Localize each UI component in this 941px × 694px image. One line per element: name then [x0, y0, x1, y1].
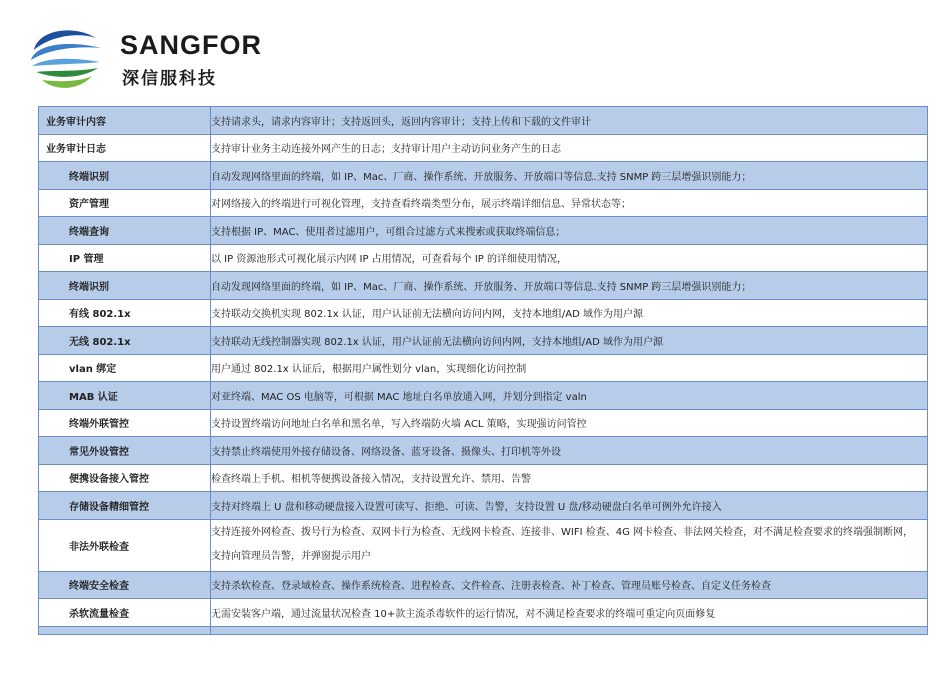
feature-description: 对网络接入的终端进行可视化管理，支持查看终端类型分布，展示终端详细信息、异常状态等；	[211, 189, 928, 217]
feature-description: 支持对终端上 U 盘和移动硬盘接入设置可读写、拒绝、可读、告警，支持设置 U 盘/移动硬盘白名单可例外允许接入	[211, 492, 928, 520]
feature-description: 检查终端上手机、相机等便携设备接入情况，支持设置允许、禁用、告警	[211, 464, 928, 492]
feature-name: 常见外设管控	[39, 437, 211, 465]
table-row	[39, 327, 928, 355]
feature-description: 支持审计业务主动连接外网产生的日志；支持审计用户主动访问业务产生的日志	[211, 134, 928, 162]
sangfor-logo	[28, 22, 278, 92]
feature-description: 用户通过 802.1x 认证后，根据用户属性划分 vlan，实现细化访问控制	[211, 354, 928, 382]
feature-name: 终端识别	[39, 272, 211, 300]
feature-name: 无线 802.1x	[39, 327, 211, 355]
feature-description: 支持根据 IP、MAC、使用者过滤用户，可组合过滤方式来搜索或获取终端信息；	[211, 217, 928, 245]
sangfor-logo-icon	[28, 22, 104, 92]
table-row	[39, 437, 928, 465]
feature-name	[39, 626, 211, 634]
table-row	[39, 519, 928, 571]
feature-description: 支持设置终端访问地址白名单和黑名单，写入终端防火墙 ACL 策略，实现强访问管控	[211, 409, 928, 437]
feature-description: 以 IP 资源池形式可视化展示内网 IP 占用情况，可查看每个 IP 的详细使用情况，	[211, 244, 928, 272]
table-row	[39, 272, 928, 300]
table-row	[39, 626, 928, 634]
feature-description: 支持联动交换机实现 802.1x 认证，用户认证前无法横向访问内网，支持本地组/AD 域作为用户源	[211, 299, 928, 327]
feature-description: 支持请求头，请求内容审计；支持返回头，返回内容审计；支持上传和下载的文件审计	[211, 107, 928, 135]
table-row	[39, 382, 928, 410]
feature-name: IP 管理	[39, 244, 211, 272]
feature-name: vlan 绑定	[39, 354, 211, 382]
table-row	[39, 107, 928, 135]
table-row	[39, 217, 928, 245]
feature-name: 便携设备接入管控	[39, 464, 211, 492]
feature-description: 支持杀软检查、登录域检查、操作系统检查、进程检查、文件检查、注册表检查、补丁检查、管理员账号检查、自定义任务检查	[211, 571, 928, 599]
table-row	[39, 599, 928, 627]
table-row	[39, 134, 928, 162]
feature-description: 对亚终端、MAC OS 电脑等，可根据 MAC 地址白名单放通入网，并划分到指定 valn	[211, 382, 928, 410]
feature-name: 存储设备精细管控	[39, 492, 211, 520]
feature-description: 自动发现网络里面的终端，如 IP、Mac、厂商、操作系统、开放服务、开放端口等信息.支持 SNMP 跨三层增强识别能力；	[211, 162, 928, 190]
table-row	[39, 189, 928, 217]
feature-name: 终端查询	[39, 217, 211, 245]
table-row	[39, 409, 928, 437]
brand-name: SANGFOR	[120, 30, 262, 60]
feature-name: 业务审计日志	[39, 134, 211, 162]
table-row	[39, 464, 928, 492]
feature-name: 有线 802.1x	[39, 299, 211, 327]
feature-name: 终端识别	[39, 162, 211, 190]
table-row	[39, 299, 928, 327]
feature-description: 无需安装客户端，通过流量状况检查 10+款主流杀毒软件的运行情况，对不满足检查要求的终端可重定向页面修复	[211, 599, 928, 627]
feature-spec-table	[38, 106, 928, 635]
table-row	[39, 492, 928, 520]
feature-description: 自动发现网络里面的终端，如 IP、Mac、厂商、操作系统、开放服务、开放端口等信息.支持 SNMP 跨三层增强识别能力；	[211, 272, 928, 300]
feature-name: 资产管理	[39, 189, 211, 217]
feature-name: 终端安全检查	[39, 571, 211, 599]
feature-description: 支持禁止终端使用外接存储设备、网络设备、蓝牙设备、摄像头、打印机等外设	[211, 437, 928, 465]
feature-name: 杀软流量检查	[39, 599, 211, 627]
brand-name-cn: 深信服科技	[122, 69, 217, 89]
table-row	[39, 571, 928, 599]
feature-name: 非法外联检查	[39, 519, 211, 571]
feature-description: 支持连接外网检查、拨号行为检查、双网卡行为检查、无线网卡检查、连接非、WIFI 检查、4G 网卡检查、非法网关检查，对不满足检查要求的终端强制断网，支持向管理员告警，并弹窗提示用户	[211, 519, 928, 571]
feature-description: 支持联动无线控制器实现 802.1x 认证，用户认证前无法横向访问内网，支持本地组/AD 域作为用户源	[211, 327, 928, 355]
table-row	[39, 162, 928, 190]
feature-description	[211, 626, 928, 634]
feature-name: 终端外联管控	[39, 409, 211, 437]
feature-name: 业务审计内容	[39, 107, 211, 135]
table-row	[39, 354, 928, 382]
feature-name: MAB 认证	[39, 382, 211, 410]
table-row	[39, 244, 928, 272]
